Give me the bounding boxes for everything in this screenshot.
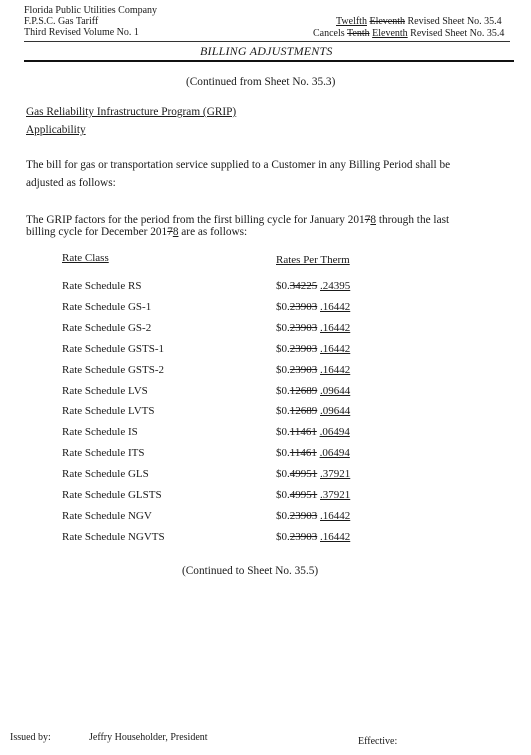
col-header-rates-per-therm: Rates Per Therm: [276, 254, 350, 266]
rate-value-cell: [276, 531, 350, 543]
table-row: [0, 322, 531, 342]
rate-old-value: 23903: [289, 530, 318, 543]
paragraph-billing-line2: adjusted as follows:: [26, 177, 116, 189]
tariff-volume: Third Revised Volume No. 1: [24, 27, 139, 38]
grip-period-text-d: are as follows:: [178, 226, 248, 238]
rate-prefix: $0.: [276, 363, 290, 376]
rate-old-value: 11461: [289, 426, 317, 439]
rate-new-value: .16442: [320, 300, 351, 313]
rate-value-cell: [276, 489, 350, 501]
rate-class-cell: Rate Schedule NGVTS: [62, 530, 165, 543]
rate-old-value: 23903: [289, 321, 318, 334]
rate-value-cell: [276, 280, 350, 292]
grip-period-text-a: The GRIP factors for the period from the first billing cycle for January 201: [26, 214, 365, 226]
rate-new-value: .37921: [320, 489, 351, 501]
table-row: [0, 405, 531, 425]
grip-year2-new: 8: [172, 226, 179, 238]
rate-prefix: $0.: [276, 489, 290, 501]
rate-value-cell: [276, 385, 350, 397]
rate-value-cell: [276, 468, 350, 480]
cancels-line: [313, 28, 504, 39]
table-row: [0, 531, 531, 551]
table-row: [0, 489, 531, 509]
rate-new-value: .16442: [320, 509, 351, 522]
rate-value-cell: [276, 364, 350, 376]
header-rule: [24, 41, 510, 42]
sheet-revision-rest: Revised Sheet No. 35.4: [407, 16, 502, 27]
rate-new-value: .24395: [320, 280, 351, 292]
applicability-heading: Applicability: [26, 124, 86, 136]
cancels-prefix: Cancels: [313, 28, 345, 39]
rate-prefix: $0.: [276, 468, 290, 481]
rate-value-cell: [276, 426, 350, 438]
rate-value-cell: [276, 322, 350, 334]
sheet-revision-old: Eleventh: [369, 16, 406, 27]
cancels-new: Eleventh: [372, 28, 408, 39]
rate-class-cell: Rate Schedule GSTS-1: [62, 342, 165, 355]
rate-new-value: .06494: [319, 447, 350, 460]
rate-class-cell: Rate Schedule ITS: [62, 447, 145, 460]
rate-prefix: $0.: [276, 405, 290, 418]
sheet-revision-line: [336, 16, 502, 27]
rate-prefix: $0.: [276, 447, 290, 460]
rate-class-cell: Rate Schedule LVTS: [62, 405, 155, 418]
rate-prefix: $0.: [276, 342, 290, 355]
table-row: [0, 343, 531, 363]
issued-by-name: Jeffry Householder, President: [89, 732, 208, 743]
rate-value-cell: [276, 301, 350, 313]
rate-old-value: 12689: [289, 405, 318, 418]
rate-new-value: .37921: [320, 468, 351, 481]
rate-prefix: $0.: [276, 426, 290, 439]
rate-old-value: 11461: [289, 447, 317, 460]
rate-class-cell: Rate Schedule LVS: [62, 384, 148, 397]
paragraph-billing-line1: The bill for gas or transportation service supplied to a Customer in any Billing Period shall be: [26, 159, 451, 171]
rate-prefix: $0.: [276, 509, 290, 522]
grip-year-new: 8: [370, 214, 377, 226]
rate-class-cell: Rate Schedule GS-2: [62, 321, 152, 334]
section-title: BILLING ADJUSTMENTS: [200, 44, 333, 58]
rate-class-cell: Rate Schedule NGV: [62, 509, 152, 522]
rate-old-value: 23903: [289, 509, 318, 522]
sheet-revision-new: Twelfth: [336, 16, 367, 27]
rate-old-value: 23903: [289, 342, 318, 355]
col-header-rate-class: Rate Class: [62, 252, 109, 264]
cancels-old: Tenth: [346, 28, 370, 39]
rate-new-value: .16442: [320, 530, 351, 543]
table-row: [0, 280, 531, 300]
continued-to: (Continued to Sheet No. 35.5): [182, 565, 319, 577]
table-row: [0, 426, 531, 446]
rate-prefix: $0.: [276, 300, 290, 313]
rate-new-value: .09644: [320, 384, 351, 397]
rate-new-value: .16442: [320, 321, 351, 334]
paragraph-grip-line2: [26, 224, 247, 240]
rate-old-value: 23903: [289, 300, 318, 313]
rate-class-cell: Rate Schedule GSTS-2: [62, 363, 165, 376]
rate-new-value: .09644: [320, 405, 351, 418]
rate-old-value: 34225: [289, 280, 318, 292]
table-row: [0, 447, 531, 467]
rate-class-cell: Rate Schedule GS-1: [62, 300, 152, 313]
continued-from: (Continued from Sheet No. 35.3): [186, 76, 336, 88]
rate-value-cell: [276, 343, 350, 355]
section-rule: [24, 60, 514, 62]
rate-value-cell: [276, 447, 350, 459]
grip-heading: Gas Reliability Infrastructure Program (GRIP): [26, 106, 237, 118]
table-row: [0, 364, 531, 384]
effective-label: Effective:: [358, 736, 398, 747]
rate-old-value: 49951: [289, 468, 318, 481]
rate-old-value: 23903: [289, 363, 318, 376]
rate-class-cell: Rate Schedule GLS: [62, 468, 149, 481]
rate-class-cell: Rate Schedule RS: [62, 280, 142, 292]
table-row: [0, 385, 531, 405]
rate-prefix: $0.: [276, 280, 290, 292]
rate-new-value: .16442: [320, 363, 351, 376]
company-name: Florida Public Utilities Company: [24, 5, 158, 16]
grip-period-text-b: through the last: [376, 214, 450, 226]
grip-year2-old: 7: [167, 226, 173, 238]
cancels-rest: Revised Sheet No. 35.4: [410, 28, 505, 39]
tariff-name: F.P.S.C. Gas Tariff: [24, 16, 99, 27]
rate-prefix: $0.: [276, 384, 290, 397]
table-row: [0, 301, 531, 321]
rate-prefix: $0.: [276, 321, 290, 334]
rate-old-value: 12689: [289, 384, 318, 397]
rate-value-cell: [276, 405, 350, 417]
rate-value-cell: [276, 510, 350, 522]
table-row: [0, 510, 531, 530]
grip-year-old: 7: [364, 214, 371, 226]
rate-new-value: .06494: [319, 426, 350, 439]
issued-by-label: Issued by:: [10, 732, 51, 743]
grip-period-text-c: billing cycle for December 201: [26, 226, 168, 238]
rate-new-value: .16442: [320, 342, 351, 355]
rate-class-cell: Rate Schedule IS: [62, 426, 138, 439]
rate-old-value: 49951: [289, 489, 318, 501]
rate-class-cell: Rate Schedule GLSTS: [62, 489, 162, 501]
rate-prefix: $0.: [276, 530, 290, 543]
table-row: [0, 468, 531, 488]
